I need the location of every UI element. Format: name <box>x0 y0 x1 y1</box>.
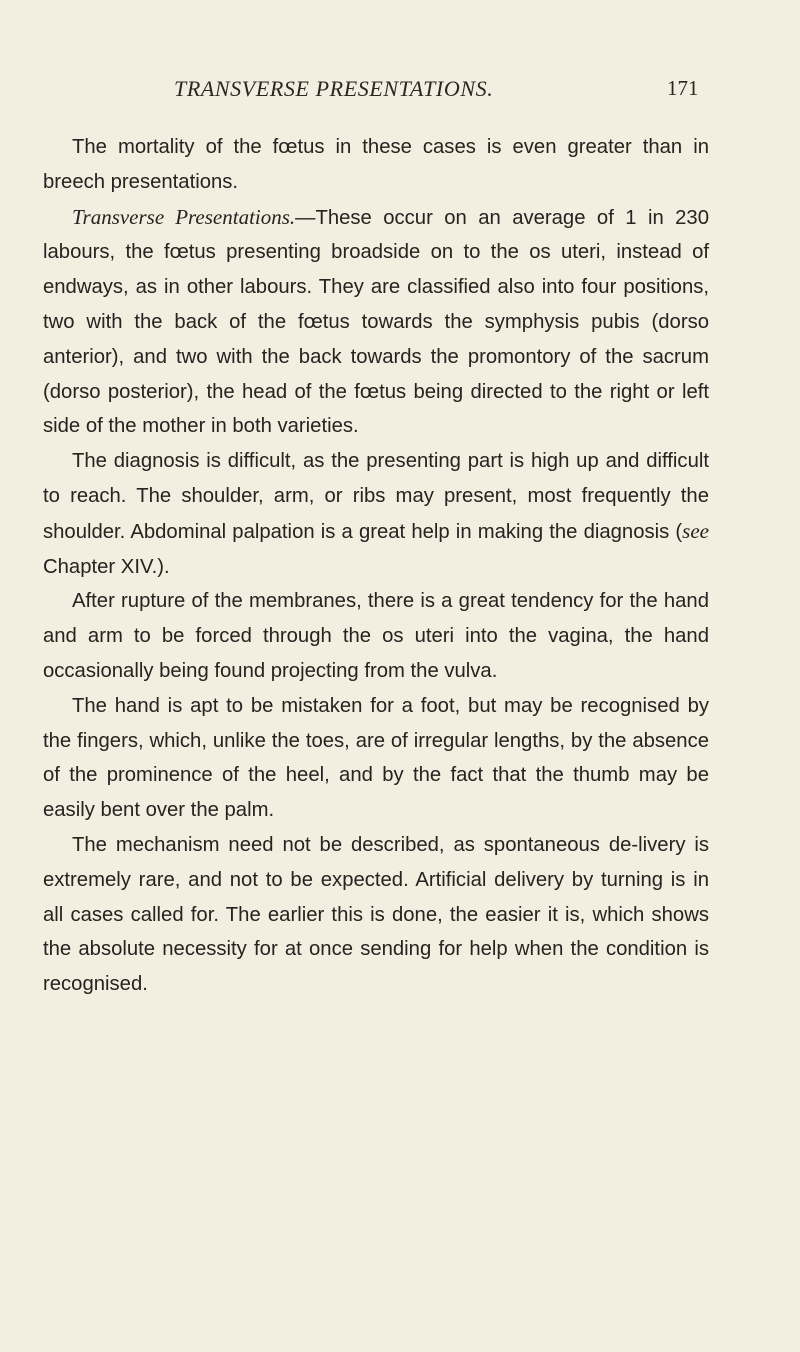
body-text <box>43 130 709 1002</box>
page-header <box>0 76 800 116</box>
paragraph-rupture <box>43 584 709 688</box>
italic-reference: see <box>682 518 709 543</box>
paragraph-mortality <box>43 130 709 200</box>
paragraph-diagnosis <box>43 444 709 584</box>
paragraph-text: The diagnosis is difficult, as the presenting part is high up and difficult to reach. The shoulder, arm, or ribs may present, most frequently the shoulder. Abdominal palpation is a great help in making the diagnosis ( <box>43 450 709 543</box>
paragraph-text: —These occur on an average of 1 in 230 labours, the fœtus presenting broadside on to the os uteri, instead of endways, as in other labours. They are classified also into four positions, two with the back of the fœtus towards the symphysis pubis (dorso anterior), and two with the back towards the promontory of the sacrum (dorso posterior), the head of the fœtus being directed to the right or left side of the mother in both varieties. <box>43 206 709 438</box>
paragraph-text: The mortality of the fœtus in these cases is even greater than in breech presentations. <box>43 136 709 193</box>
paragraph-mechanism <box>43 828 709 1002</box>
page-number: 171 <box>667 76 699 100</box>
paragraph-text: The hand is apt to be mistaken for a foot, but may be recognised by the fingers, which, unlike the toes, are of irregular lengths, by the absence of the prominence of the heel, and by the fact that the thumb may be easily bent over the palm. <box>43 694 709 822</box>
paragraph-transverse-presentations <box>43 200 709 445</box>
paragraph-text: The mechanism need not be described, as spontaneous de-livery is extremely rare, and not to be expected. Artificial delivery by turning is in all cases called for. The earlier this is done, the easier it is, which shows the absolute necessity for at once sending for help when the condition is recognised. <box>43 833 709 996</box>
paragraph-text-end: Chapter XIV.). <box>43 555 170 578</box>
paragraph-text: After rupture of the membranes, there is a great tendency for the hand and arm to be forced through the os uteri into the vagina, the hand occasionally being found projecting from the vulva. <box>43 590 709 682</box>
section-heading: Transverse Presentations. <box>72 204 296 229</box>
paragraph-hand-mistaken <box>43 689 709 828</box>
running-title: TRANSVERSE PRESENTATIONS. <box>174 76 494 101</box>
